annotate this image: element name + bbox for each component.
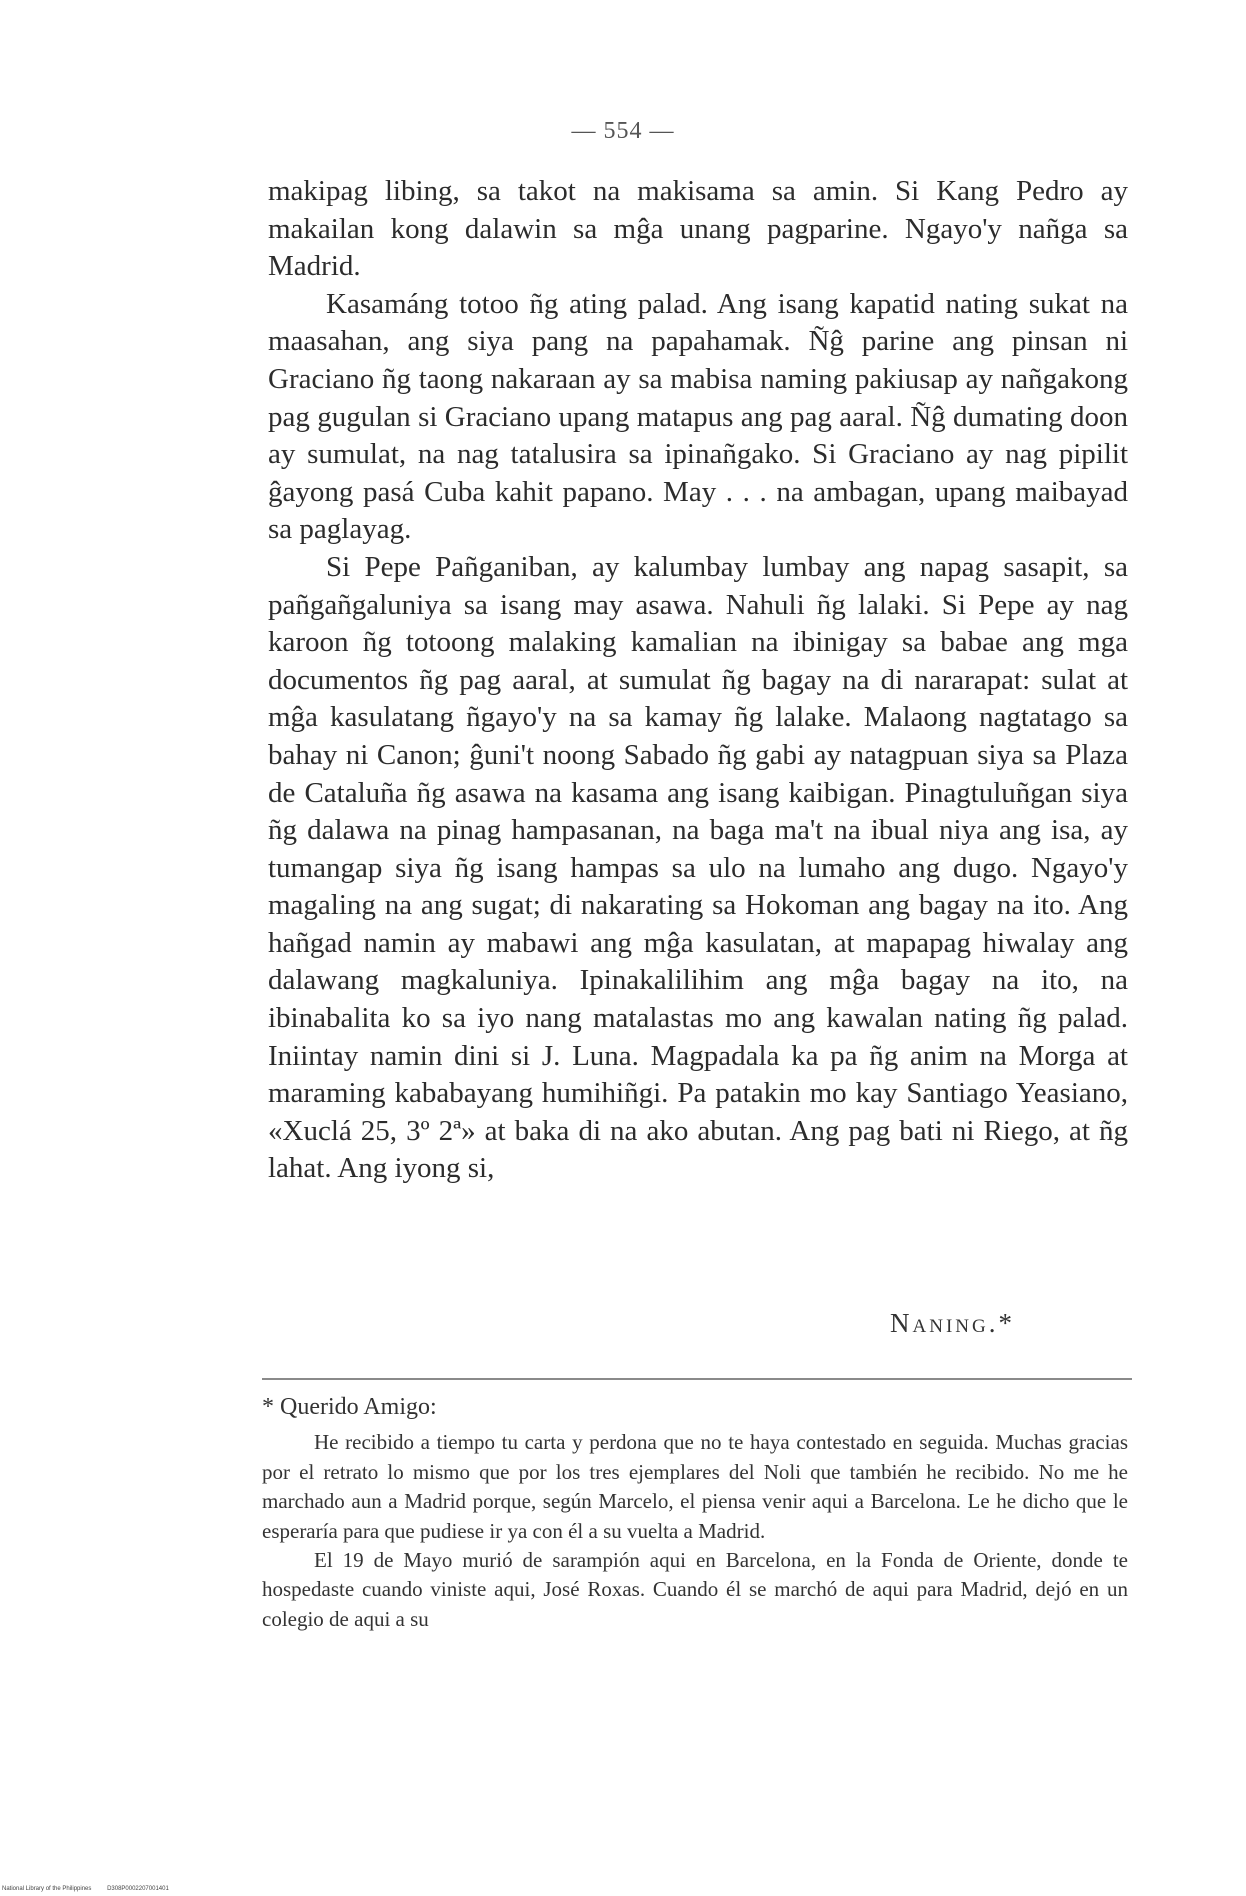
footer-institution: National Library of the Philippines: [2, 1886, 92, 1892]
body-paragraph-1: makipag libing, sa takot na makisama sa amin. Si Kang Pedro ay makailan kong dalawin sa mĝa unang pagparine. Ngayo'y nañga sa Madrid.: [268, 175, 1128, 283]
signature: Naning.*: [890, 1308, 1015, 1338]
footnote-paragraph-1: He recibido a tiempo tu carta y perdona que no te haya contestado en seguida. Muchas gracias por el retrato lo mismo que por los tres ejemplares del Noli que también he recibido. No me he marchado aun a Madrid porque, según Marcelo, el piensa venir aqui a Barcelona. Le he dicho que le esperaría para que pudiese ir ya con él a su vuelta a Madrid.: [262, 1430, 1128, 1543]
footer-code: D308P0002207001401: [107, 1886, 169, 1892]
footnote-salutation: * Querido Amigo:: [262, 1394, 437, 1420]
footer-credit: [2, 1886, 183, 1892]
body-paragraph-2: Kasamáng totoo ñg ating palad. Ang isang kapatid nating sukat na maasahan, ang siya pang na papahamak. Ñĝ parine ang pinsan ni Graciano ñg taong nakaraan ay sa mabisa naming pakiusap ay nañgakong pag gugulan si Graciano upang matapus ang pag aaral. Ñĝ dumating doon ay sumulat, na nag tatalusira sa ipinañgako. Si Graciano ay nag pipilit ĝayong pasá Cuba kahit papano. May . . . na ambagan, upang maibayad sa paglayag.: [268, 287, 1128, 546]
footnote: [262, 1393, 1128, 1634]
main-text: [268, 173, 1128, 1188]
body-paragraph-3: Si Pepe Pañganiban, ay kalumbay lumbay ang napag sasapit, sa pañgañgaluniya sa isang may asawa. Nahuli ñg lalaki. Si Pepe ay nag karoon ñg totoong malaking kamalian na ibinigay sa babae ang mga documentos ñg pag aaral, at sumulat ñg bagay na di nararapat: sulat at mĝa kasulatang ñgayo'y na sa kamay ñg lalake. Malaong nagtatago sa bahay ni Canon; ĝuni't noong Sabado ñg gabi ay natagpuan siya sa Plaza de Cataluña ñg asawa na kasama ang isang kaibigan. Pinagtuluñgan siya ñg dalawa na pinag hampasanan, na baga ma't na ibual niya ang isa, ay tumangap siya ñg isang hampas sa ulo na lumaho ang dugo. Ngayo'y magaling na ang sugat; di nakarating sa Hokoman ang bagay na ito. Ang hañgad namin ay mabawi ang mĝa kasulatan, at mapapag hiwalay ang dalawang magkaluniya. Ipinakalilihim ang mĝa bagay na ito, na ibinabalita ko sa iyo nang matalastas mo ang kawalan nating ñg palad. Iniintay namin dini si J. Luna. Magpadala ka pa ñg anim na Morga at maraming kababayang humihiñgi. Pa patakin mo kay Santiago Yeasiano, «Xuclá 25, 3º 2ª» at baka di na ako abutan. Ang pag bati ni Riego, at ñg lahat. Ang iyong si,: [268, 550, 1128, 1185]
page-number: — 554 —: [571, 118, 675, 144]
footnote-paragraph-2: El 19 de Mayo murió de sarampión aqui en Barcelona, en la Fonda de Oriente, donde te hospedaste cuando viniste aqui, José Roxas. Cuando él se marchó de aqui para Madrid, dejó en un colegio de aqui a su: [262, 1548, 1128, 1631]
footnote-divider: [262, 1378, 1132, 1380]
